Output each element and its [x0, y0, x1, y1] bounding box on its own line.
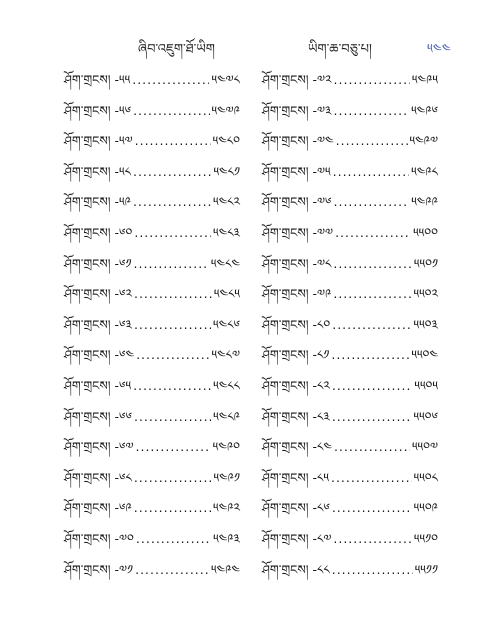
toc-leader-dots — [134, 500, 211, 515]
toc-leader-dots — [134, 317, 211, 332]
toc-leader-dots — [333, 286, 411, 301]
toc-entry-page: ༥༤༩༡ — [213, 469, 240, 485]
toc-entry-page: ༥༤༨༡ — [213, 163, 240, 179]
toc-leader-dots — [335, 225, 411, 240]
toc-entry-label: ཤོག་གྲངས། -༧༥ — [262, 163, 331, 179]
toc-column-left — [64, 66, 240, 586]
toc-leader-dots — [332, 562, 413, 577]
toc-entry[interactable] — [64, 556, 240, 587]
toc-leader-dots — [134, 256, 209, 271]
toc-entry-page: ༥༤༩༠ — [212, 439, 240, 455]
toc-entry-page: ༥༥༠༢ — [413, 286, 438, 302]
toc-entry-label: ཤོག་གྲངས། -༦༦ — [64, 408, 132, 424]
toc-entry[interactable] — [262, 494, 438, 525]
toc-entry-page: ༥༤༩༣ — [213, 530, 240, 546]
toc-entry-label: ཤོག་གྲངས། -༧༩ — [262, 286, 332, 302]
toc-entry-page: ༥༤༧༩ — [211, 102, 240, 118]
toc-entry-label: ཤོག་གྲངས། -༥༥ — [64, 72, 131, 87]
toc-entry-page: ༥༤༩༧ — [409, 133, 438, 149]
toc-entry[interactable] — [64, 158, 240, 189]
toc-entry-page: ༥༥༠༥ — [414, 377, 438, 393]
toc-leader-dots — [336, 133, 408, 148]
running-title-right: ཡིག་ཆ་བཅུ་པ། — [308, 42, 372, 57]
toc-entry-page: ༥༤༩༥ — [411, 72, 438, 87]
toc-leader-dots — [334, 194, 410, 209]
toc-entry-page: ༥༤༨༦ — [213, 316, 240, 332]
toc-entry-label: ཤོག་གྲངས། -༦༠ — [64, 224, 133, 240]
toc-entry[interactable] — [262, 341, 438, 372]
toc-entry[interactable] — [64, 433, 240, 464]
toc-entry[interactable] — [64, 341, 240, 372]
toc-entry-page: ༥༤༧༨ — [211, 72, 240, 87]
toc-entry-page: ༥༤༨༩ — [213, 408, 240, 424]
toc-leader-dots — [134, 286, 212, 301]
toc-entry-label: ཤོག་གྲངས། -༥༩ — [64, 194, 131, 210]
toc-entry-page: ༥༥༡༠ — [413, 530, 438, 546]
toc-entry[interactable] — [64, 188, 240, 219]
toc-leader-dots — [332, 500, 412, 515]
toc-leader-dots — [134, 409, 211, 424]
toc-entry[interactable] — [262, 127, 438, 158]
toc-leader-dots — [333, 256, 412, 271]
toc-entry[interactable] — [262, 97, 438, 128]
toc-entry-label: ཤོག་གྲངས། -༦༩ — [64, 500, 132, 516]
toc-entry-page: ༥༥༠༤ — [411, 347, 438, 363]
toc-entry[interactable] — [64, 372, 240, 403]
toc-leader-dots — [136, 531, 211, 546]
toc-entry[interactable] — [64, 403, 240, 434]
toc-entry-label: ཤོག་གྲངས། -༧༤ — [262, 133, 334, 149]
toc-leader-dots — [332, 378, 413, 393]
toc-leader-dots — [331, 347, 409, 362]
toc-entry[interactable] — [64, 464, 240, 495]
toc-entry-page: ༥༥༠༨ — [413, 469, 438, 485]
toc-entry-label: ཤོག་གྲངས། -༧༧ — [262, 224, 334, 240]
toc-entry[interactable] — [262, 372, 438, 403]
toc-entry-label: ཤོག་གྲངས། -༥༨ — [64, 163, 131, 179]
toc-entry[interactable] — [262, 280, 438, 311]
toc-leader-dots — [133, 103, 209, 118]
toc-entry-label: ཤོག་གྲངས། -༧༣ — [262, 102, 332, 118]
toc-entry-label: ཤོག་གྲངས། -༧༦ — [262, 194, 332, 210]
toc-entry[interactable] — [262, 219, 438, 250]
page-header — [0, 34, 494, 56]
toc-leader-dots — [334, 439, 410, 454]
toc-leader-dots — [132, 72, 209, 87]
toc-entry-page: ༥༤༩༨ — [411, 163, 438, 179]
toc-entry[interactable] — [64, 250, 240, 281]
toc-entry[interactable] — [262, 556, 438, 587]
toc-entry[interactable] — [262, 525, 438, 556]
toc-entry-page: ༥༤༩༢ — [213, 500, 240, 516]
toc-entry-page: ༥༤༨༢ — [213, 194, 240, 210]
toc-entry-label: ཤོག་གྲངས། -༧༡ — [64, 561, 134, 577]
toc-leader-dots — [332, 317, 411, 332]
toc-leader-dots — [133, 194, 211, 209]
toc-entry-page: ༥༤༩༩ — [411, 194, 438, 210]
toc-entry-page: ༥༤༨༣ — [213, 224, 240, 240]
toc-entry[interactable] — [64, 494, 240, 525]
toc-entry-label: ཤོག་གྲངས། -༥༧ — [64, 133, 133, 149]
toc-entry-label: ཤོག་གྲངས། -༦༨ — [64, 469, 132, 485]
toc-entry-page: ༥༥༠༣ — [413, 316, 438, 332]
toc-leader-dots — [136, 347, 209, 362]
toc-entry-page: ༥༥༠༠ — [413, 224, 438, 240]
toc-leader-dots — [135, 562, 209, 577]
toc-entry[interactable] — [64, 280, 240, 311]
toc-column-right — [262, 66, 438, 586]
toc-entry-page: ༥༥༠༡ — [413, 255, 438, 271]
toc-entry-page: ༥༤༨༠ — [212, 133, 240, 149]
toc-leader-dots — [135, 133, 211, 148]
running-title-left: ཞིབ་འཇུག་ཐོ་ཡིག — [138, 42, 215, 57]
toc-entry-label: ཤོག་གྲངས། -༦༤ — [64, 347, 135, 363]
toc-leader-dots — [333, 164, 410, 179]
toc-entry-label: ཤོག་གྲངས། -༦༣ — [64, 316, 132, 332]
toc-leader-dots — [134, 225, 211, 240]
toc-leader-dots — [334, 103, 410, 118]
page-number: ༥༤༤ — [427, 42, 451, 57]
toc-entry[interactable] — [64, 525, 240, 556]
toc-entry[interactable] — [262, 403, 438, 434]
toc-entry[interactable] — [262, 158, 438, 189]
toc-entry[interactable] — [64, 66, 240, 97]
toc-leader-dots — [136, 439, 211, 454]
toc-entry[interactable] — [64, 219, 240, 250]
toc-leader-dots — [332, 409, 412, 424]
toc-entry[interactable] — [262, 250, 438, 281]
toc-entry[interactable] — [262, 311, 438, 342]
toc-entry-page: ༥༥༠༩ — [413, 500, 438, 516]
toc-entry-page: ༥༥༠༧ — [411, 439, 438, 455]
toc-leader-dots — [333, 531, 412, 546]
toc-entry[interactable] — [262, 66, 438, 97]
toc-entry-page: ༥༤༩༦ — [411, 102, 438, 118]
toc-leader-dots — [133, 378, 211, 393]
toc-entry[interactable] — [262, 433, 438, 464]
toc-entry-page: ༥༤༨༥ — [213, 286, 240, 302]
toc-entry-page: ༥༤༩༤ — [210, 561, 240, 577]
toc-entry-label: ཤོག་གྲངས། -༦༡ — [64, 255, 132, 271]
toc-leader-dots — [334, 72, 410, 87]
table-of-contents — [64, 66, 438, 586]
toc-entry-label: ཤོག་གྲངས། -༨༧ — [262, 530, 332, 546]
toc-entry-page: ༥༥༠༦ — [413, 408, 438, 424]
toc-entry-label: ཤོག་གྲངས། -༨༥ — [262, 469, 329, 485]
toc-entry-label: ཤོག་གྲངས། -༨༦ — [262, 500, 330, 516]
toc-entry-label: ཤོག་གྲངས། -༧༨ — [262, 255, 332, 271]
toc-entry-label: ཤོག་གྲངས། -༨༡ — [262, 347, 330, 363]
toc-entry[interactable] — [64, 311, 240, 342]
toc-entry-label: ཤོག་གྲངས། -༨༣ — [262, 408, 330, 424]
toc-entry[interactable] — [262, 464, 438, 495]
toc-leader-dots — [331, 470, 412, 485]
toc-leader-dots — [133, 164, 211, 179]
toc-entry-label: ཤོག་གྲངས། -༨༨ — [262, 561, 330, 577]
toc-entry[interactable] — [64, 97, 240, 128]
toc-leader-dots — [134, 470, 212, 485]
toc-entry-label: ཤོག་གྲངས། -༨༤ — [262, 439, 332, 455]
toc-entry-label: ཤོག་གྲངས། -༦༧ — [64, 439, 134, 455]
toc-entry-label: ཤོག་གྲངས། -༥༦ — [64, 102, 132, 118]
toc-entry[interactable] — [262, 188, 438, 219]
toc-entry-label: ཤོག་གྲངས། -༨༢ — [262, 377, 330, 393]
toc-entry-page: ༥༥༡༡ — [414, 561, 438, 577]
toc-entry-label: ཤོག་གྲངས། -༧༠ — [64, 530, 134, 546]
toc-entry-page: ༥༤༨༤ — [210, 255, 240, 271]
toc-entry-label: ཤོག་གྲངས། -༦༥ — [64, 377, 132, 393]
toc-entry-label: ཤོག་གྲངས། -༦༢ — [64, 286, 132, 302]
toc-entry-label: ཤོག་གྲངས། -༧༢ — [262, 72, 332, 87]
toc-entry-label: ཤོག་གྲངས། -༨༠ — [262, 316, 331, 332]
toc-entry[interactable] — [64, 127, 240, 158]
toc-entry-page: ༥༤༨༨ — [213, 377, 240, 393]
toc-entry-page: ༥༤༨༧ — [211, 347, 240, 363]
